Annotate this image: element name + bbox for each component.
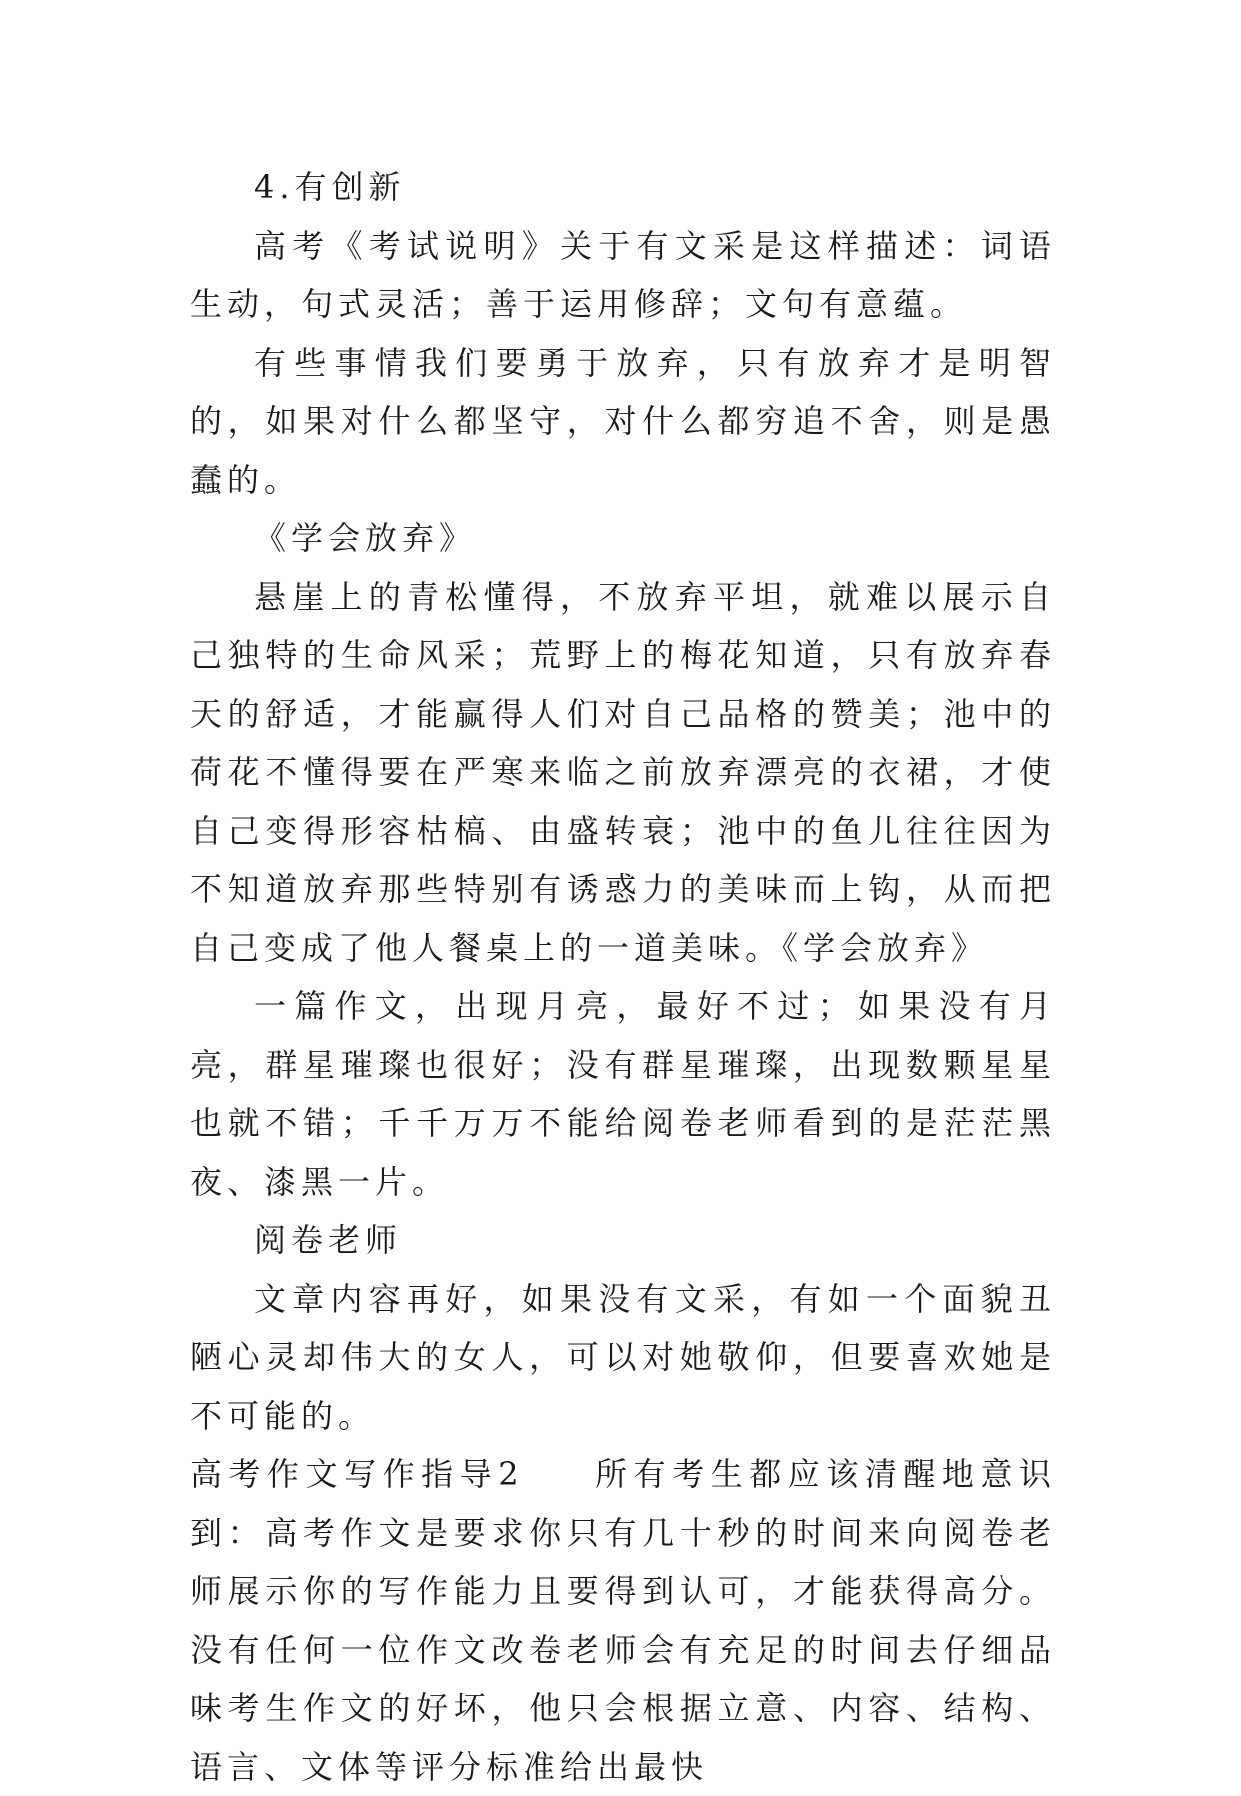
paragraph-title-learn-to-give-up: 《学会放弃》	[254, 519, 477, 557]
paragraph-moon-stars: 一篇作文，出现月亮，最好不过；如果没有月亮，群星璀璨也很好；没有群星璀璨，出现数颗星星也就不错；千千万万不能给阅卷老师看到的是茫茫黑夜、漆黑一片。	[190, 987, 1056, 1201]
document-body	[190, 158, 1056, 1796]
paragraph-giving-up: 有些事情我们要勇于放弃，只有放弃才是明智的，如果对什么都坚守，对什么都穷追不舍，则是愚蠢的。	[190, 343, 1056, 499]
paragraph-heading-innovation: 4.有创新	[254, 168, 406, 206]
paragraph-grader-attribution: 阅卷老师	[254, 1221, 403, 1259]
section2-paragraph	[190, 1445, 1056, 1796]
paragraph-exam-description: 高考《考试说明》关于有文采是这样描述：词语生动，句式灵活；善于运用修辞；文句有意蕴。	[190, 226, 1056, 323]
paragraph-content-quote: 文章内容再好，如果没有文采，有如一个面貌丑陋心灵却伟大的女人，可以对她敬仰，但要喜欢她是不可能的。	[190, 1279, 1056, 1435]
section2-text: 所有考生都应该清醒地意识到：高考作文是要求你只有几十秒的时间来向阅卷老师展示你的写作能力且要得到认可，才能获得高分。没有任何一位作文改卷老师会有充足的时间去仔细品味考生作文的好坏，他只会根据立意、内容、结构、语言、文体等评分标准给出最快	[190, 1455, 1056, 1786]
section2-heading: 高考作文写作指导2	[190, 1455, 524, 1493]
paragraph-pine-example: 悬崖上的青松懂得，不放弃平坦，就难以展示自己独特的生命风采；荒野上的梅花知道，只有放弃春天的舒适，才能赢得人们对自己品格的赞美；池中的荷花不懂得要在严寒来临之前放弃漂亮的衣裙，才使自己变得形容枯槁、由盛转衰；池中的鱼儿往往因为不知道放弃那些特别有诱惑力的美味而上钩，从而把自己变成了他人餐桌上的一道美味。《学会放弃》	[190, 577, 1056, 967]
